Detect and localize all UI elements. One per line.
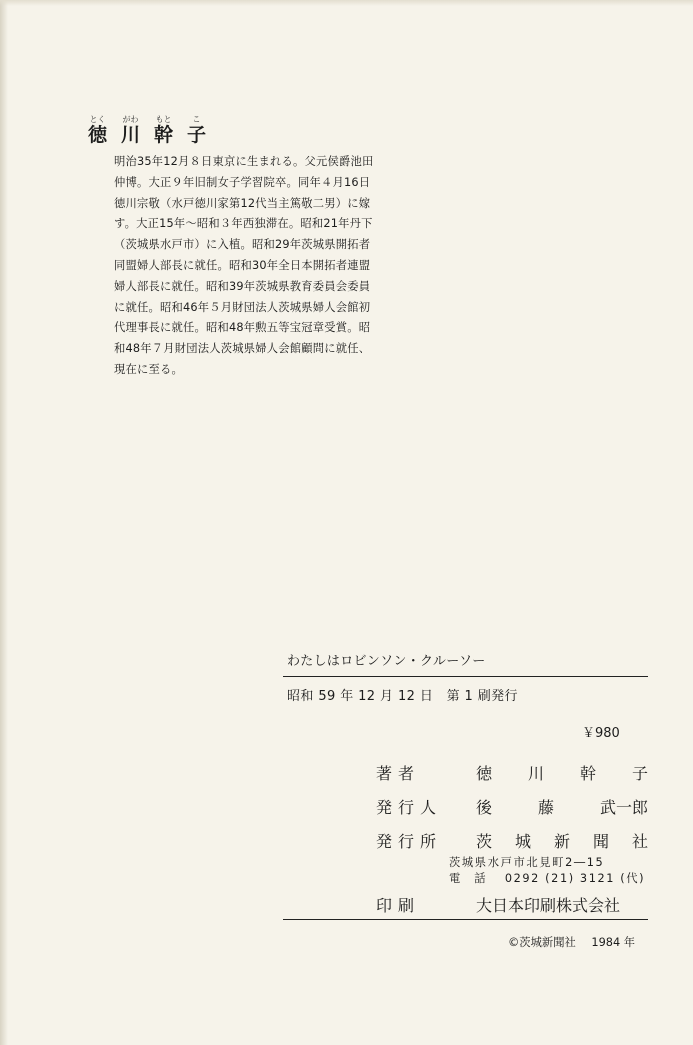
kanji: 幹 bbox=[154, 124, 174, 146]
author-value-char: 川 bbox=[527, 764, 544, 783]
publisher-value-part: 後 bbox=[476, 798, 493, 817]
author-value-char: 徳 bbox=[476, 764, 493, 783]
copyright-notice bbox=[508, 934, 635, 950]
divider-rule bbox=[283, 919, 648, 920]
author-label: 著者 bbox=[376, 764, 421, 783]
publisher-value-part: 武一郎 bbox=[599, 798, 648, 817]
publisher-row bbox=[376, 795, 648, 818]
name-char bbox=[88, 115, 107, 146]
copyright-year: 1984 年 bbox=[591, 936, 636, 949]
printer-label: 印刷 bbox=[376, 896, 421, 915]
phone-label: 電話 bbox=[449, 872, 500, 885]
publishing-house-char: 社 bbox=[631, 832, 648, 851]
bio-line: す。大正15年～昭和３年西独滞在。昭和21年丹下 bbox=[114, 217, 373, 231]
publishing-house-char: 聞 bbox=[592, 832, 609, 851]
author-biography bbox=[88, 114, 388, 381]
furigana: もと bbox=[155, 115, 172, 124]
kanji: 川 bbox=[121, 124, 141, 146]
name-char bbox=[154, 115, 173, 146]
bio-line: 明治35年12月８日東京に生まれる。父元侯爵池田 bbox=[114, 155, 374, 168]
publisher-phone-line bbox=[449, 870, 645, 886]
book-title: わたしはロビンソン・クルーソー bbox=[287, 654, 486, 669]
biography-text bbox=[114, 152, 382, 381]
furigana: こ bbox=[192, 115, 201, 124]
author-value-char: 幹 bbox=[579, 764, 596, 783]
author-row bbox=[376, 761, 648, 784]
kanji: 徳 bbox=[88, 124, 108, 146]
bio-line: 和48年７月財団法人茨城県婦人会館顧問に就任、 bbox=[114, 342, 371, 356]
bio-line: 同盟婦人部長に就任。昭和30年全日本開拓者連盟 bbox=[114, 258, 371, 272]
name-char bbox=[187, 115, 206, 146]
bio-line: 婦人部長に就任。昭和39年茨城県教育委員会委員 bbox=[114, 279, 371, 293]
publishing-house-char: 茨 bbox=[476, 832, 493, 851]
author-value-char: 子 bbox=[631, 764, 648, 783]
publisher-label: 発行人 bbox=[376, 798, 443, 817]
author-value bbox=[476, 761, 648, 784]
publishing-house-row bbox=[376, 829, 648, 852]
copyright-holder: ©茨城新聞社 bbox=[508, 936, 576, 949]
kanji: 子 bbox=[187, 124, 207, 146]
name-char bbox=[121, 115, 140, 146]
price: ￥980 bbox=[582, 726, 620, 741]
phone-number: 0292 (21) 3121 (代) bbox=[504, 872, 646, 885]
bio-line: 徳川宗敬（水戸徳川家第12代当主篤敬二男）に嫁 bbox=[114, 196, 371, 210]
printer-value: 大日本印刷株式会社 bbox=[476, 896, 621, 915]
publication-date: 昭和 59 年 12 月 12 日 第 1 刷発行 bbox=[287, 689, 518, 704]
printer-row bbox=[376, 893, 648, 916]
publisher-value bbox=[476, 795, 648, 818]
bio-line: 仲博。大正９年旧制女子学習院卒。同年４月16日 bbox=[114, 175, 371, 189]
publishing-house-value bbox=[476, 829, 648, 852]
publishing-house-char: 城 bbox=[514, 832, 531, 851]
bio-line: 代理事長に就任。昭和48年勲五等宝冠章受賞。昭 bbox=[114, 321, 371, 335]
bio-line: 現在に至る。 bbox=[114, 362, 183, 376]
page-binding-shadow bbox=[0, 0, 8, 1045]
furigana: がわ bbox=[122, 115, 139, 124]
publisher-address: 茨城県水戸市北見町2―15 bbox=[449, 856, 605, 869]
page-top-shadow bbox=[0, 0, 693, 6]
publisher-value-part: 藤 bbox=[537, 798, 554, 817]
divider-rule bbox=[283, 676, 648, 677]
bio-line: に就任。昭和46年５月財団法人茨城県婦人会館初 bbox=[114, 300, 371, 314]
author-name-heading bbox=[88, 114, 388, 146]
furigana: とく bbox=[89, 115, 106, 124]
publishing-house-char: 新 bbox=[553, 832, 570, 851]
publishing-house-label: 発行所 bbox=[376, 832, 443, 851]
bio-line: （茨城県水戸市）に入植。昭和29年茨城県開拓者 bbox=[114, 238, 371, 252]
